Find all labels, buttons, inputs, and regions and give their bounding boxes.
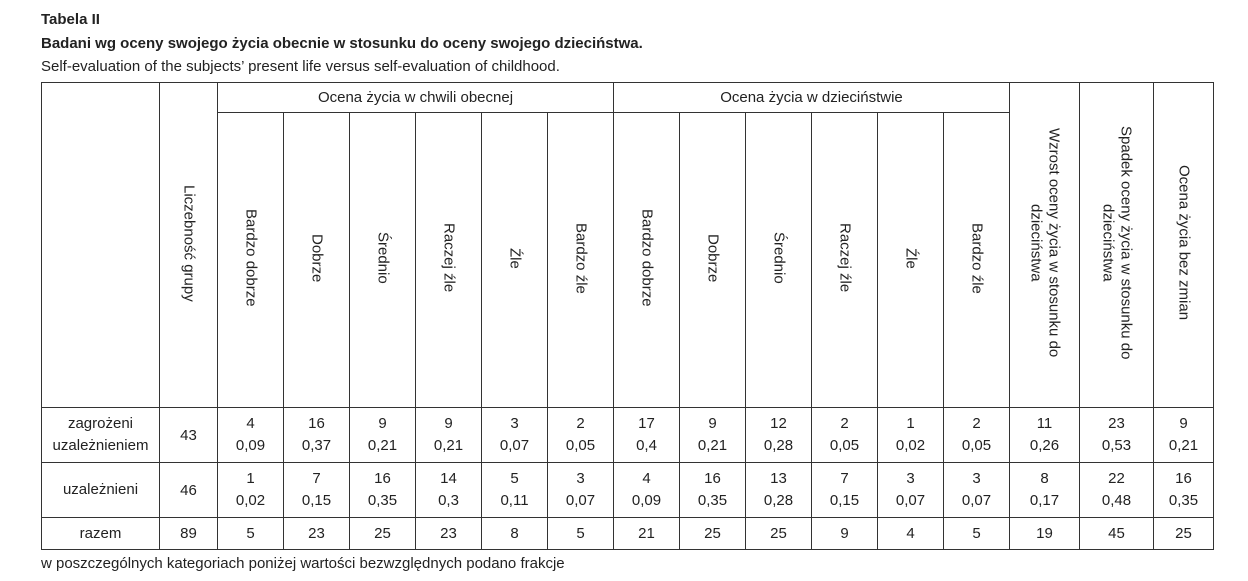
header-childhood-very-bad: Bardzo źle bbox=[944, 113, 1010, 408]
row-label: razem bbox=[42, 518, 160, 550]
table-cell: 22 0,48 bbox=[1080, 463, 1154, 518]
table-cell: 11 0,26 bbox=[1010, 408, 1080, 463]
header-childhood-bad: Źle bbox=[878, 113, 944, 408]
table-cell: 16 0,35 bbox=[1154, 463, 1214, 518]
table-cell: 23 0,53 bbox=[1080, 408, 1154, 463]
table-cell: 5 0,11 bbox=[482, 463, 548, 518]
table-cell: 13 0,28 bbox=[746, 463, 812, 518]
table-cell: 1 0,02 bbox=[218, 463, 284, 518]
header-childhood-very-good: Bardzo dobrze bbox=[614, 113, 680, 408]
table-cell: 9 0,21 bbox=[680, 408, 746, 463]
table-cell: 3 0,07 bbox=[548, 463, 614, 518]
table-row-at-risk bbox=[42, 408, 1214, 463]
table-label: Tabela II bbox=[41, 11, 100, 28]
table-cell: 5 bbox=[944, 518, 1010, 550]
header-present-bad: Źle bbox=[482, 113, 548, 408]
table-cell: 14 0,3 bbox=[416, 463, 482, 518]
group-header-row bbox=[42, 83, 1214, 113]
table-cell: 17 0,4 bbox=[614, 408, 680, 463]
data-table bbox=[41, 82, 1214, 550]
header-present-average: Średnio bbox=[350, 113, 416, 408]
table-cell: 5 bbox=[548, 518, 614, 550]
table-cell: 9 bbox=[812, 518, 878, 550]
table-cell: 9 0,21 bbox=[416, 408, 482, 463]
header-drop: Spadek oceny życia w stosunku do dzieciństwa bbox=[1080, 83, 1154, 408]
table-cell: 25 bbox=[746, 518, 812, 550]
table-title-polish: Badani wg oceny swojego życia obecnie w stosunku do oceny swojego dzieciństwa. bbox=[41, 35, 643, 52]
header-rise: Wzrost oceny życia w stosunku do dzieciństwa bbox=[1010, 83, 1080, 408]
table-footnote: w poszczególnych kategoriach poniżej wartości bezwzględnych podano frakcje bbox=[41, 555, 565, 572]
table-cell: 23 bbox=[416, 518, 482, 550]
table-row-addicted bbox=[42, 463, 1214, 518]
table-cell: 25 bbox=[350, 518, 416, 550]
table-cell: 16 0,35 bbox=[680, 463, 746, 518]
table-cell: 45 bbox=[1080, 518, 1154, 550]
header-present-very-bad: Bardzo źle bbox=[548, 113, 614, 408]
table-cell: 12 0,28 bbox=[746, 408, 812, 463]
table-cell: 16 0,37 bbox=[284, 408, 350, 463]
corner-cell bbox=[42, 83, 160, 408]
table-cell: 8 bbox=[482, 518, 548, 550]
table-cell: 4 bbox=[878, 518, 944, 550]
group-size-cell: 43 bbox=[160, 408, 218, 463]
header-group-size: Liczebność grupy bbox=[160, 83, 218, 408]
group-size-cell: 89 bbox=[160, 518, 218, 550]
table-cell: 23 bbox=[284, 518, 350, 550]
header-childhood-average: Średnio bbox=[746, 113, 812, 408]
table-cell: 7 0,15 bbox=[812, 463, 878, 518]
table-cell: 5 bbox=[218, 518, 284, 550]
table-cell: 2 0,05 bbox=[548, 408, 614, 463]
table-cell: 1 0,02 bbox=[878, 408, 944, 463]
table-cell: 7 0,15 bbox=[284, 463, 350, 518]
table-cell: 19 bbox=[1010, 518, 1080, 550]
group-size-cell: 46 bbox=[160, 463, 218, 518]
table-cell: 3 0,07 bbox=[482, 408, 548, 463]
table-cell: 3 0,07 bbox=[944, 463, 1010, 518]
table-cell: 4 0,09 bbox=[614, 463, 680, 518]
header-childhood-rather-bad: Raczej źle bbox=[812, 113, 878, 408]
row-label: zagrożeni uzależnieniem bbox=[42, 408, 160, 463]
table-cell: 25 bbox=[1154, 518, 1214, 550]
table-cell: 9 0,21 bbox=[350, 408, 416, 463]
header-present-very-good: Bardzo dobrze bbox=[218, 113, 284, 408]
table-row-total bbox=[42, 518, 1214, 550]
table-cell: 4 0,09 bbox=[218, 408, 284, 463]
table-cell: 3 0,07 bbox=[878, 463, 944, 518]
table-cell: 2 0,05 bbox=[944, 408, 1010, 463]
table-cell: 21 bbox=[614, 518, 680, 550]
table-cell: 8 0,17 bbox=[1010, 463, 1080, 518]
header-present-good: Dobrze bbox=[284, 113, 350, 408]
row-label: uzależnieni bbox=[42, 463, 160, 518]
table-cell: 2 0,05 bbox=[812, 408, 878, 463]
table-cell: 16 0,35 bbox=[350, 463, 416, 518]
header-no-change: Ocena życia bez zmian bbox=[1154, 83, 1214, 408]
table-cell: 9 0,21 bbox=[1154, 408, 1214, 463]
group-header-childhood: Ocena życia w dzieciństwie bbox=[614, 83, 1010, 113]
group-header-present: Ocena życia w chwili obecnej bbox=[218, 83, 614, 113]
header-childhood-good: Dobrze bbox=[680, 113, 746, 408]
header-present-rather-bad: Raczej źle bbox=[416, 113, 482, 408]
table-cell: 25 bbox=[680, 518, 746, 550]
table-title-english: Self-evaluation of the subjects’ present life versus self-evaluation of childhood. bbox=[41, 58, 560, 75]
